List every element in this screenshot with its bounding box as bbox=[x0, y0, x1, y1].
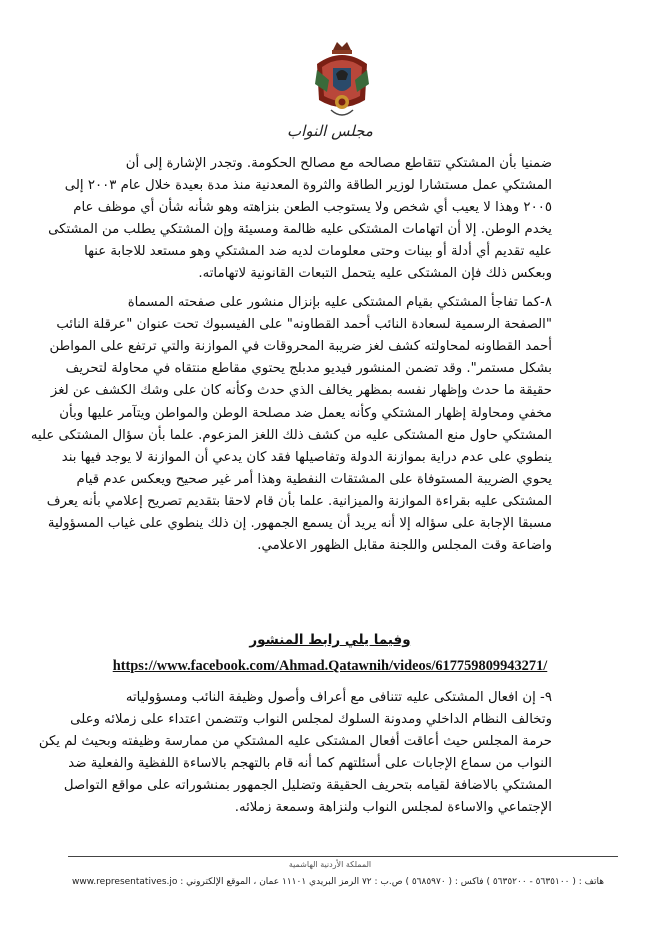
paragraph-line: النواب من سماع الإجابات على أسئلتهم كما أنه قام بالتهجم بالاساءة اللفظية والفعلية ضد bbox=[68, 756, 552, 772]
footer-contact: هاتف : ( ٥٦٣٥١٠٠ - ٥٦٣٥٢٠٠ ) فاكس : ( ٥٦٨٥٩٧٠ ) ص.ب : ٧٢ الرمز البريدي ١١١٠١ عمان ، الموقع الإلكتروني : www.representatives.jo bbox=[72, 877, 604, 887]
link-heading: وفيما يلي رابط المنشور bbox=[249, 632, 411, 648]
paragraph-line: المشتكى عليه بقراءة الموازنة والميزانية. علما بأن قام لاحقا بتقديم تصريح إعلامي بأنه يعرف bbox=[46, 493, 552, 509]
paragraph-line: وبعكس ذلك فإن المشتكى عليه يتحمل التبعات القانونية لاتهاماته. bbox=[198, 266, 552, 282]
paragraph-line: "الصفحة الرسمية لسعادة النائب أحمد القطاونه" على الفيسبوك تحت عنوان "عرقلة النائب bbox=[56, 317, 552, 333]
paragraph-line: ينطوي على عدم دراية بموازنة الدولة وتفاصيلها فقد كان يدعي أن الموازنة لا يوجد فيها بند bbox=[61, 449, 552, 465]
paragraph-line: يخدم الوطن. إلا أن اتهامات المشتكى عليه ظالمة ومسيئة وإن المشتكي يطلب من المشتكى bbox=[48, 222, 552, 238]
paragraph-line: عليه تقديم أي أدلة أو بينات وحتى معلومات لديه ضد المشتكي وهو مستعد للاجابة عنها bbox=[84, 244, 552, 260]
paragraph-line: ٢٠٠٥ وهذا لا يعيب أي شخص ولا يستوجب الطعن بنزاهته وهو شأنه شأن أي موظف عام bbox=[73, 200, 552, 216]
paragraph-line: الإجتماعي والاساءة لمجلس النواب ولنزاهة وسمعة زملائه. bbox=[234, 800, 552, 816]
council-name-calligraphy: مجلس النواب bbox=[287, 122, 373, 140]
footer-divider bbox=[68, 856, 618, 857]
paragraph-line: واضاعة وقت المجلس واللجنة مقابل الظهور الاعلامي. bbox=[257, 537, 552, 553]
body-text-top bbox=[30, 153, 552, 557]
paragraph-line: حرمة المجلس حيث أعاقت أفعال المشتكى عليه المشتكي من ممارسة وظيفته وبحيث لم يكن bbox=[38, 734, 552, 750]
paragraph-line: وتخالف النظام الداخلي ومدونة السلوك لمجلس النواب وتتضمن اعتداء على زملائه وعلى bbox=[70, 712, 552, 728]
paragraph-line: بشكل مستمر". وقد تضمن المنشور فيديو مدبلج يحتوي مقاطع منتقاه في محاولة لتحريف bbox=[65, 361, 552, 377]
paragraph-line: ٩- إن افعال المشتكى عليه تتنافى مع أعراف وأصول وظيفة النائب ومسؤولياته bbox=[125, 690, 552, 705]
paragraph-line: المشتكي عمل مستشارا لوزير الطاقة والثروة المعدنية منذ مدة بعيدة خلال عام ٢٠٠٣ إلى bbox=[64, 178, 552, 194]
paragraph-line: حقيقة ما حدث وإظهار نفسه بمظهر يخالف الذي حدث وكأنه كان على وشك الكشف عن لغز bbox=[50, 383, 552, 399]
paragraph-line: ضمنيا بأن المشتكي تتقاطع مصالحه مع مصالح الحكومة. وتجدر الإشارة إلى أن bbox=[125, 156, 552, 171]
post-link[interactable]: https://www.facebook.com/Ahmad.Qatawnih/videos/617759809943271/ bbox=[112, 658, 548, 674]
coat-of-arms-emblem bbox=[311, 40, 373, 122]
paragraph-line: المشتكي حاول منع المشتكى عليه من كشف ذلك اللغز المزعوم. علما بأن سؤال المشتكى عليه bbox=[30, 427, 552, 443]
body-text-bottom bbox=[38, 687, 552, 819]
paragraph-line: يحوي الضريبة المستوفاة على المشتقات النفطية وهذا أمر غير صحيح ويعكس عدم قيام bbox=[76, 471, 552, 487]
footer-kingdom-label: المملكة الأردنية الهاشمية bbox=[288, 860, 372, 869]
paragraph-line: ٨-كما تفاجأ المشتكي بقيام المشتكى عليه بإنزال منشور على صفحته المسماة bbox=[127, 295, 552, 311]
paragraph-line: المشتكي بالاضافة لقيامه بتحريف الحقيقة وتضليل الجمهور بمنشوراته على مواقع التواصل bbox=[63, 778, 552, 794]
paragraph-line: أحمد القطاونه لمحاولته كشف لغز ضريبة المحروقات في الموازنة والتي ترتفع على المواطن bbox=[49, 339, 552, 355]
paragraph-line: مسبقا الإجابة على سؤاله إلا أنه يريد أن يسمع الجمهور. إن ذلك ينطوي على غياب المسؤولية bbox=[47, 515, 552, 531]
paragraph-line: مخفي ومحاولة إظهار المشتكي وكأنه يعمل ضد مصلحة الوطن والمواطن ويتآمر عليها وبأن bbox=[59, 405, 552, 421]
